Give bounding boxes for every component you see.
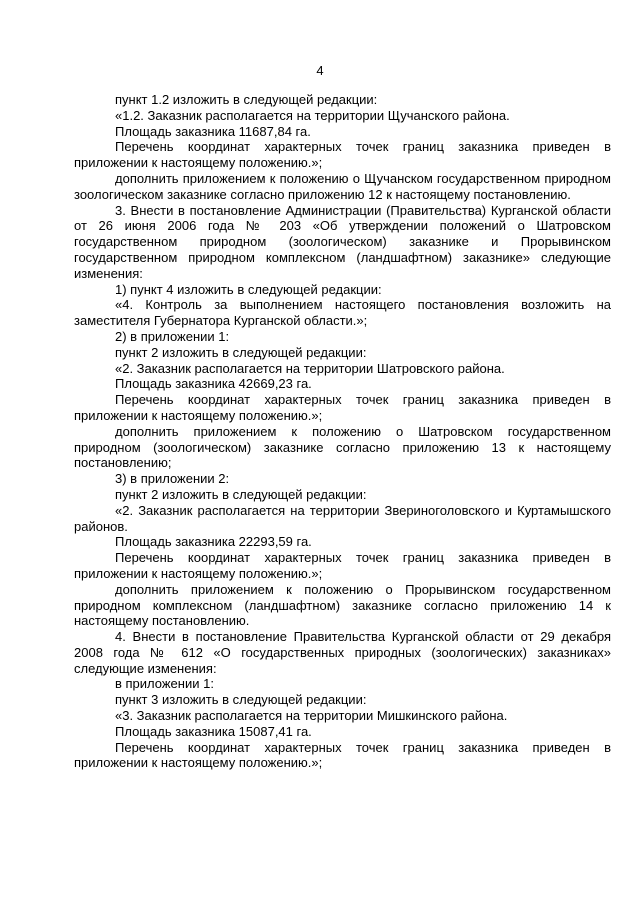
paragraph: 3. Внести в постановление Администрации (Правительства) Курганской области от 26 июня 2006 года № 203 «Об утверждении положений о Шатровском государственном природном (зоологическом) заказнике и Прорывинском государственном природном комплексном (ландшафтном) заказнике» следующие изменения: (74, 202, 611, 281)
paragraph: Перечень координат характерных точек границ заказника приведен в приложении к настоящему положению.»; (74, 550, 611, 581)
paragraph: 1) пункт 4 изложить в следующей редакции: (115, 281, 382, 297)
paragraph: Площадь заказника 22293,59 га. (115, 534, 312, 550)
paragraph: Площадь заказника 42669,23 га. (115, 376, 312, 392)
paragraph: «4. Контроль за выполнением настоящего постановления возложить на заместителя Губернатора Курганской области.»; (74, 297, 611, 329)
paragraph: в приложении 1: (115, 676, 214, 692)
paragraph: Перечень координат характерных точек границ заказника приведен в приложении к настоящему положению.»; (74, 739, 611, 771)
document-body (74, 92, 611, 771)
paragraph: пункт 3 изложить в следующей редакции: (115, 692, 367, 708)
paragraph: Перечень координат характерных точек границ заказника приведен в приложении к настоящему положению.»; (74, 392, 611, 423)
paragraph: дополнить приложением к положению о Шатровском государственном природном (зоологическом) заказнике согласно приложению 13 к настоящему постановлению; (74, 423, 611, 471)
paragraph: Перечень координат характерных точек границ заказника приведен в приложении к настоящему положению.»; (74, 139, 611, 171)
paragraph: пункт 1.2 изложить в следующей редакции: (115, 92, 378, 107)
paragraph: «1.2. Заказник располагается на территории Щучанского района. (115, 107, 510, 123)
paragraph: 3) в приложении 2: (115, 471, 230, 487)
paragraph: дополнить приложением к положению о Щучанском государственном природном зоологическом заказнике согласно приложению 12 к настоящему постановлению. (74, 170, 611, 202)
paragraph: «2. Заказник располагается на территории Шатровского района. (115, 360, 505, 376)
paragraph: 2) в приложении 1: (115, 328, 230, 344)
paragraph: 4. Внести в постановление Правительства Курганской области от 29 декабря 2008 года № 612 «О государственных природных (зоологических) заказниках» следующие изменения: (74, 629, 611, 676)
page-number: 4 (316, 63, 324, 78)
paragraph: пункт 2 изложить в следующей редакции: (115, 486, 367, 502)
paragraph: Площадь заказника 11687,84 га. (115, 123, 311, 139)
paragraph: «2. Заказник располагается на территории Звериноголовского и Куртамышского районов. (74, 502, 611, 534)
paragraph: «3. Заказник располагается на территории Мишкинского района. (115, 708, 508, 724)
paragraph: дополнить приложением к положению о Прорывинском государственном природном комплексном (ландшафтном) заказнике согласно приложению 14 к настоящему постановлению. (74, 581, 611, 629)
paragraph: пункт 2 изложить в следующей редакции: (115, 344, 367, 360)
paragraph: Площадь заказника 15087,41 га. (115, 723, 312, 739)
